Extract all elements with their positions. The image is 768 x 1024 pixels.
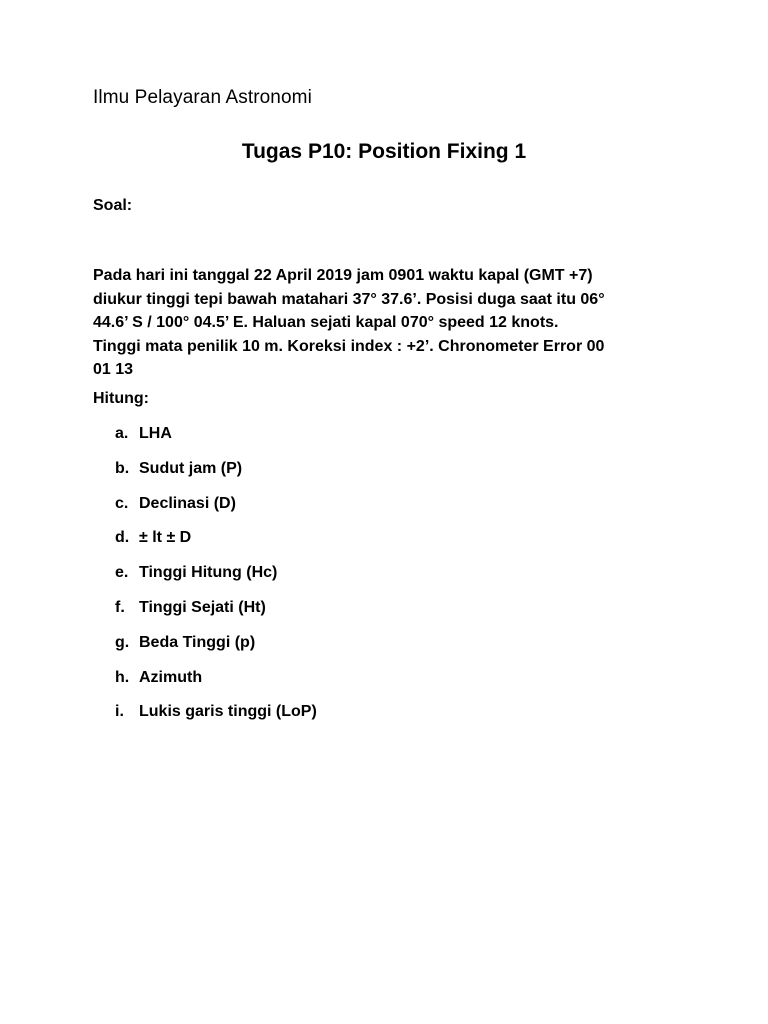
problem-line: diukur tinggi tepi bawah matahari 37° 37.6’. Posisi duga saat itu 06° xyxy=(93,290,605,308)
list-item xyxy=(115,703,317,738)
problem-line: 44.6’ S / 100° 04.5’ E. Haluan sejati kapal 070° speed 12 knots. xyxy=(93,314,559,331)
list-item xyxy=(115,460,317,495)
list-item-text: Tinggi Sejati (Ht) xyxy=(139,598,266,616)
list-item-letter: d. xyxy=(115,529,130,547)
list-item-text: ± lt ± D xyxy=(139,529,192,547)
list-item-letter: e. xyxy=(115,564,129,582)
soal-label: Soal: xyxy=(93,197,133,214)
hitung-label: Hitung: xyxy=(93,390,149,407)
list-item-text: Tinggi Hitung (Hc) xyxy=(139,564,278,582)
course-name: Ilmu Pelayaran Astronomi xyxy=(93,87,312,108)
list-item-letter: b. xyxy=(115,459,130,477)
list-item-text: Lukis garis tinggi (LoP) xyxy=(139,703,317,721)
list-item xyxy=(115,599,317,634)
problem-line: 01 13 xyxy=(93,361,134,378)
list-item xyxy=(115,529,317,564)
list-item xyxy=(115,425,317,460)
problem-line: Pada hari ini tanggal 22 April 2019 jam 0901 waktu kapal (GMT +7) xyxy=(93,267,593,284)
list-item-text: Declinasi (D) xyxy=(139,494,236,512)
list-item xyxy=(115,495,317,530)
list-item xyxy=(115,669,317,704)
list-item xyxy=(115,634,317,669)
list-item-letter: c. xyxy=(115,494,129,512)
list-item-letter: i. xyxy=(115,703,124,721)
list-item-text: Azimuth xyxy=(139,668,203,686)
problem-statement xyxy=(93,264,683,382)
task-list xyxy=(115,425,317,738)
list-item-letter: g. xyxy=(115,633,130,651)
list-item-text: Sudut jam (P) xyxy=(139,459,243,477)
list-item xyxy=(115,564,317,599)
assignment-title: Tugas P10: Position Fixing 1 xyxy=(241,140,527,163)
list-item-text: LHA xyxy=(139,425,172,442)
list-item-text: Beda Tinggi (p) xyxy=(139,633,256,651)
problem-line: Tinggi mata penilik 10 m. Koreksi index : +2’. Chronometer Error 00 xyxy=(93,337,605,355)
list-item-letter: a. xyxy=(115,425,129,442)
list-item-letter: f. xyxy=(115,598,125,616)
list-item-letter: h. xyxy=(115,668,130,686)
